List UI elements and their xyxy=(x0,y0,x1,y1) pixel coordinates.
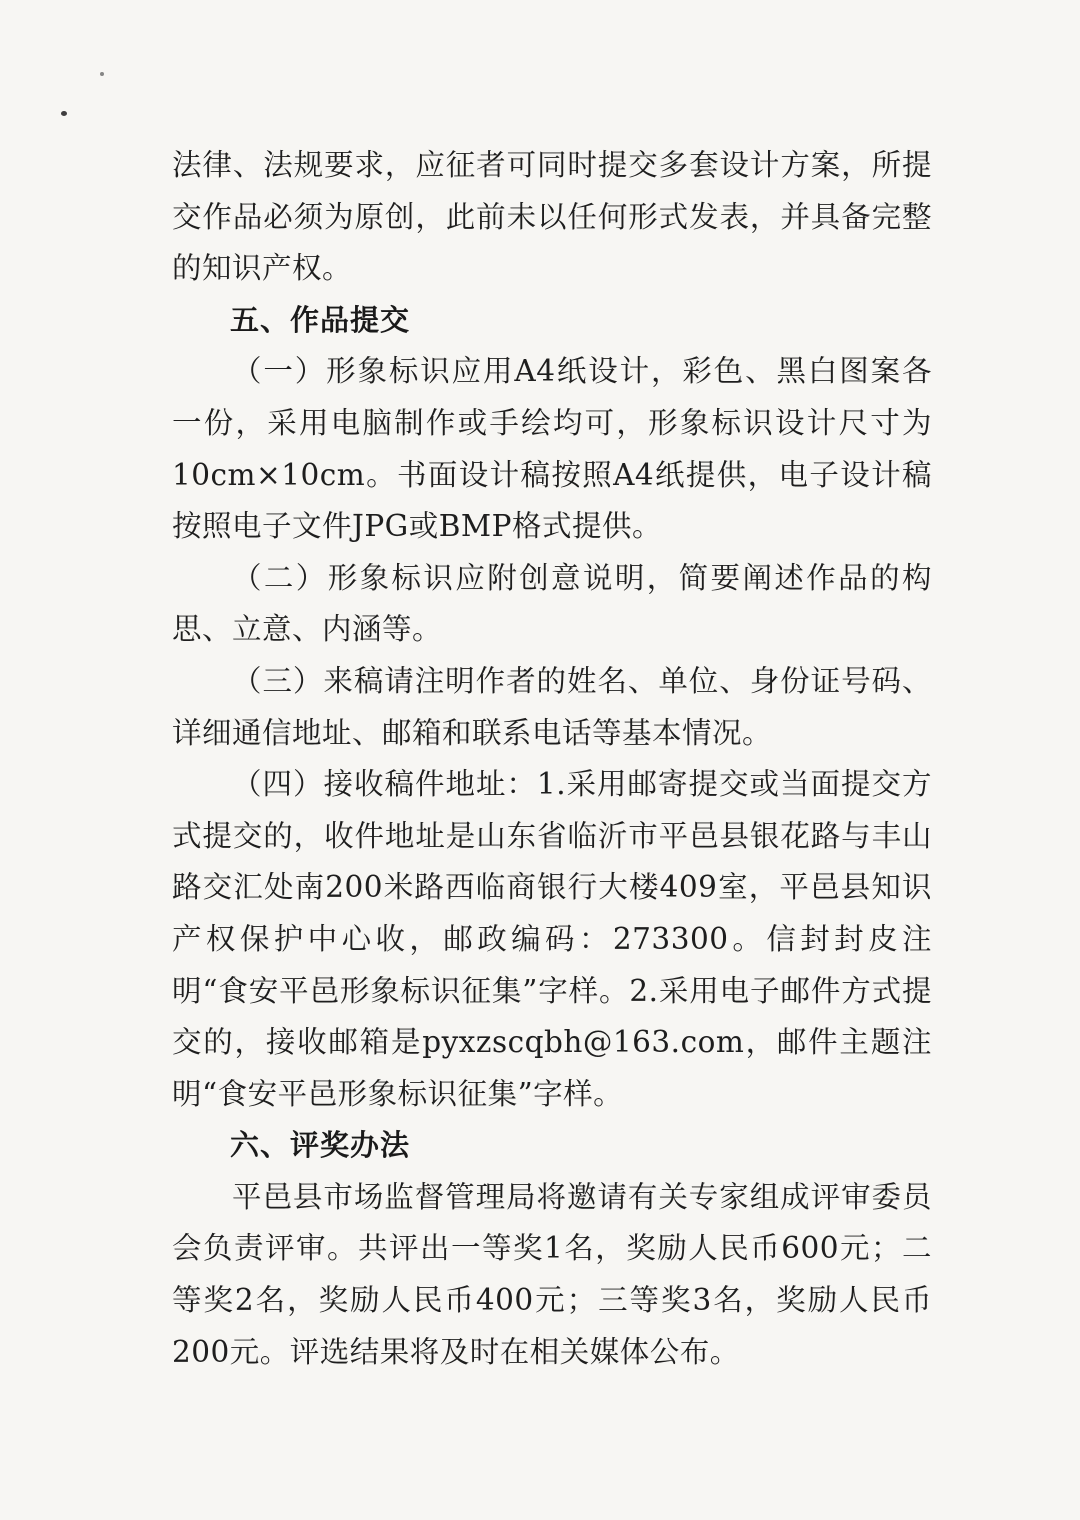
awards-paragraph: 平邑县市场监督管理局将邀请有关专家组成评审委员会负责评审。共评出一等奖1名，奖励人民币600元；二等奖2名，奖励人民币400元；三等奖3名，奖励人民币200元。评选结果将及时在相关媒体公布。 xyxy=(172,1179,932,1369)
intro-continuation-paragraph: 法律、法规要求，应征者可同时提交多套设计方案，所提交作品必须为原创，此前未以任何形式发表，并具备完整的知识产权。 xyxy=(172,148,932,286)
section-heading-submission: 五、作品提交 xyxy=(230,302,411,337)
scan-speck xyxy=(61,111,67,116)
submission-item-3: （三）来稿请注明作者的姓名、单位、身份证号码、详细通信地址、邮箱和联系电话等基本情况。 xyxy=(172,663,932,750)
scan-speck xyxy=(100,72,104,76)
submission-item-2: （二）形象标识应附创意说明，简要阐述作品的构思、立意、内涵等。 xyxy=(172,560,932,647)
submission-item-4: （四）接收稿件地址：1.采用邮寄提交或当面提交方式提交的，收件地址是山东省临沂市平邑县银花路与丰山路交汇处南200米路西临商银行大楼409室，平邑县知识产权保护中心收，邮政编码：273300。信封封皮注明“食安平邑形象标识征集”字样。2.采用电子邮件方式提交的，接收邮箱是pyxzscqbh@163.com，邮件主题注明“食安平邑形象标识征集”字样。 xyxy=(172,767,932,1111)
submission-item-1: （一）形象标识应用A4纸设计，彩色、黑白图案各一份，采用电脑制作或手绘均可，形象标识设计尺寸为10cm×10cm。书面设计稿按照A4纸提供，电子设计稿按照电子文件JPG或BMP格式提供。 xyxy=(172,354,932,544)
section-heading-awards: 六、评奖办法 xyxy=(230,1128,411,1163)
document-body xyxy=(172,140,932,1378)
